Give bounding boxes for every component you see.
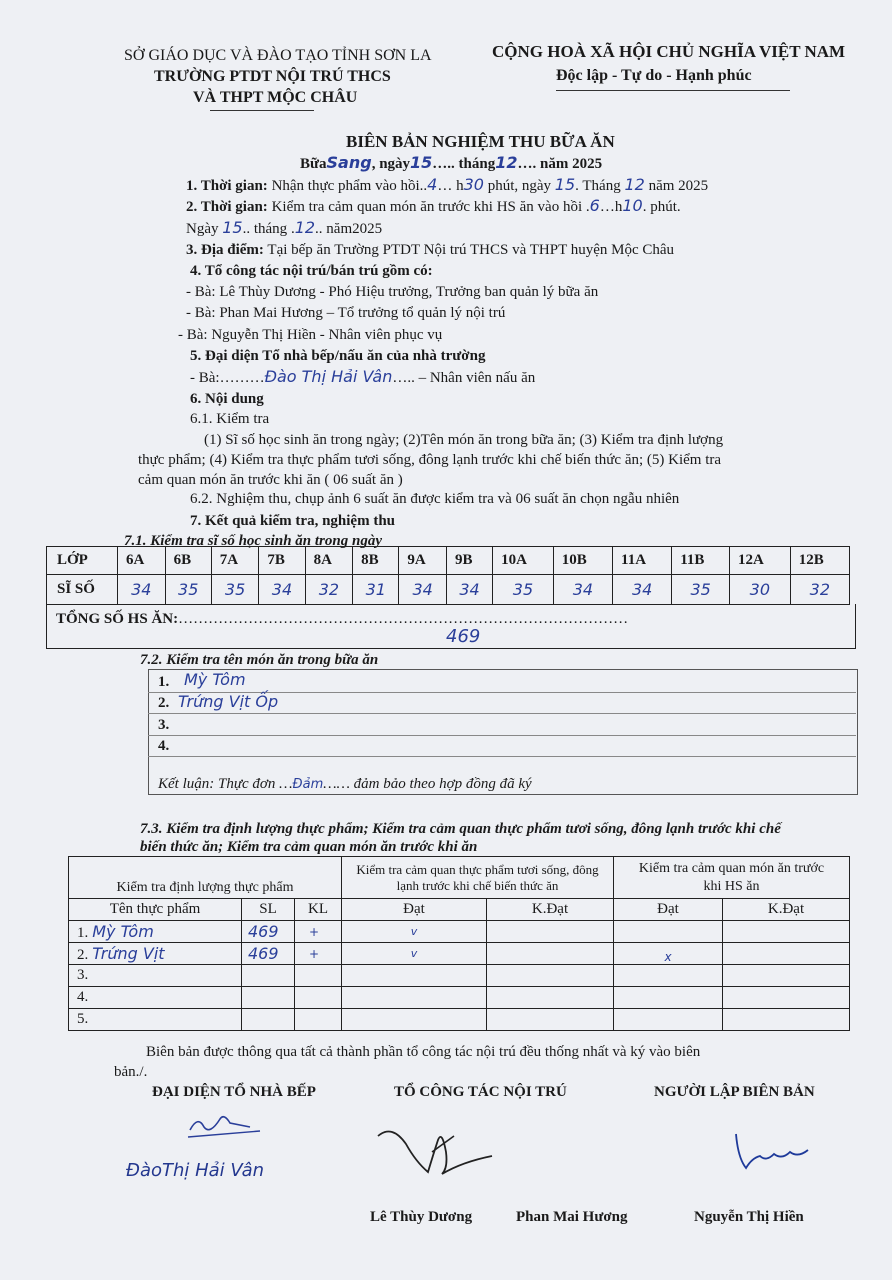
class-cell: 7B <box>259 547 305 575</box>
member-1: - Bà: Lê Thùy Dương - Phó Hiệu trưởng, Trưởng ban quản lý bữa ăn <box>186 284 599 300</box>
empty-cell <box>614 921 723 943</box>
header-underline-left <box>210 110 314 111</box>
national-motto: Độc lập - Tự do - Hạnh phúc <box>556 67 752 84</box>
signer-name-c: Nguyễn Thị Hiền <box>694 1209 804 1225</box>
section-6-1-p2: thực phẩm; (4) Kiểm tra thực phẩm tươi sống, đông lạnh trước khi chế biến thức ăn; (5) Kiểm tra <box>138 452 722 468</box>
empty-cell <box>487 943 614 965</box>
signer-title-author: NGƯỜI LẬP BIÊN BẢN <box>654 1084 815 1100</box>
school-name-line2: VÀ THPT MỘC CHÂU <box>193 89 358 106</box>
food-cell: 2. Trứng Vịt <box>69 943 242 965</box>
class-count-table <box>46 546 850 605</box>
empty-cell <box>242 965 295 987</box>
count-cell: 35 <box>165 575 211 605</box>
empty-cell <box>487 965 614 987</box>
closing-note-cont: bản./. <box>114 1064 148 1080</box>
header-fail-dish: K.Đạt <box>723 899 850 921</box>
signature-kitchen <box>180 1105 270 1145</box>
signer-name-a: Lê Thùy Dương <box>370 1209 473 1225</box>
empty-cell <box>342 965 487 987</box>
signer-name-b: Phan Mai Hương <box>516 1209 628 1225</box>
inspection-row <box>69 1009 850 1031</box>
count-cell: 35 <box>672 575 730 605</box>
count-cell: 34 <box>613 575 672 605</box>
empty-cell <box>723 921 850 943</box>
count-cell: 32 <box>305 575 353 605</box>
sl-cell: 469 <box>242 943 295 965</box>
empty-cell <box>342 1009 487 1031</box>
empty-cell <box>723 987 850 1009</box>
class-cell: 12B <box>790 547 849 575</box>
national-title: CỘNG HOÀ XÃ HỘI CHỦ NGHĨA VIỆT NAM <box>492 42 846 61</box>
section-6-1-p1: (1) Sĩ số học sinh ăn trong ngày; (2)Tên món ăn trong bữa ăn; (3) Kiểm tra định lượng <box>204 432 724 448</box>
count-cell: 35 <box>493 575 554 605</box>
empty-cell <box>295 1009 342 1031</box>
inspection-row <box>69 921 850 943</box>
count-cell: 34 <box>553 575 612 605</box>
school-name-line1: TRƯỜNG PTDT NỘI TRÚ THCS <box>154 68 391 85</box>
header-dish-group: Kiểm tra cảm quan món ăn trước khi HS ăn <box>614 857 850 899</box>
inspection-row <box>69 943 850 965</box>
class-cell: 10B <box>553 547 612 575</box>
empty-cell <box>614 987 723 1009</box>
empty-cell <box>723 965 850 987</box>
kl-cell: + <box>295 921 342 943</box>
member-2: - Bà: Phan Mai Hương – Tổ trưởng tổ quản lý nội trú <box>186 305 506 321</box>
closing-note: Biên bản được thông qua tất cả thành phần tổ công tác nội trú đều thống nhất và ký vào biên <box>146 1044 701 1060</box>
count-cell: 34 <box>259 575 305 605</box>
section-6-1-p3: cảm quan món ăn trước khi ăn ( 06 suất ăn ) <box>138 472 403 488</box>
check-mark: v <box>342 943 487 965</box>
empty-cell <box>295 965 342 987</box>
class-cell: 9A <box>399 547 447 575</box>
count-cell: 34 <box>399 575 447 605</box>
dish-number: 3. <box>158 717 170 733</box>
header-pass-fresh: Đạt <box>342 899 487 921</box>
class-cell: 8B <box>353 547 399 575</box>
empty-cell <box>487 1009 614 1031</box>
menu-conclusion: Kết luận: Thực đơn …Đảm…… đảm bảo theo hợp đồng đã ký <box>158 776 532 792</box>
empty-cell <box>723 943 850 965</box>
dish-name: Trứng Vịt Ốp <box>178 692 279 711</box>
member-3: - Bà: Nguyễn Thị Hiền - Nhân viên phục vụ <box>178 327 443 343</box>
inspection-table <box>68 856 850 1031</box>
class-cell: 12A <box>730 547 791 575</box>
header-sl: SL <box>242 899 295 921</box>
inspection-subheader-row <box>69 899 850 921</box>
section-4-label: 4. Tổ công tác nội trú/bán trú gồm có: <box>190 263 433 279</box>
section-2: 2. Thời gian: Kiểm tra cảm quan món ăn trước khi HS ăn vào hồi .6…h10. phút. <box>186 196 681 215</box>
count-cell: 35 <box>211 575 259 605</box>
empty-cell <box>242 987 295 1009</box>
total-label: TỔNG SỐ HS ĂN:……………………………………………………………………………… <box>56 611 629 627</box>
food-cell: 3. <box>69 965 242 987</box>
class-cell: 8A <box>305 547 353 575</box>
count-cell: 31 <box>353 575 399 605</box>
dish-divider <box>148 756 856 757</box>
empty-cell <box>342 987 487 1009</box>
section-3: 3. Địa điểm: Tại bếp ăn Trường PTDT Nội trú THCS và THPT huyện Mộc Châu <box>186 242 675 258</box>
section-7-label: 7. Kết quả kiểm tra, nghiệm thu <box>190 513 396 529</box>
signer-title-team: TỔ CÔNG TÁC NỘI TRÚ <box>394 1084 567 1100</box>
empty-cell <box>614 1009 723 1031</box>
class-cell: 6A <box>118 547 166 575</box>
class-cell: 6B <box>165 547 211 575</box>
header-kl: KL <box>295 899 342 921</box>
inspection-header-row <box>69 857 850 899</box>
count-cell: 32 <box>790 575 849 605</box>
food-cell: 4. <box>69 987 242 1009</box>
class-cell: 7A <box>211 547 259 575</box>
kl-cell: + <box>295 943 342 965</box>
section-5-label: 5. Đại diện Tổ nhà bếp/nấu ăn của nhà trường <box>190 348 486 364</box>
section-7-3-label: 7.3. Kiểm tra định lượng thực phẩm; Kiểm tra cảm quan thực phẩm tươi sống, đông lạnh trước khi chế <box>140 821 781 837</box>
signature-author <box>728 1128 828 1176</box>
dish-number: 4. <box>158 738 170 754</box>
sl-cell: 469 <box>242 921 295 943</box>
class-cell: 11B <box>672 547 730 575</box>
dish-name: Mỳ Tôm <box>184 670 246 689</box>
dish-number: 2. <box>158 695 170 711</box>
signer-title-kitchen: ĐẠI DIỆN TỔ NHÀ BẾP <box>152 1084 316 1100</box>
section-2-date: Ngày 15.. tháng .12.. năm2025 <box>186 218 383 237</box>
class-cell: 11A <box>613 547 672 575</box>
section-6-2: 6.2. Nghiệm thu, chụp ảnh 6 suất ăn được kiểm tra và 06 suất ăn chọn ngẫu nhiên <box>190 491 680 507</box>
dept-name: SỞ GIÁO DỤC VÀ ĐÀO TẠO TỈNH SƠN LA <box>124 47 432 64</box>
dish-number: 1. <box>158 674 170 690</box>
header-fail-fresh: K.Đạt <box>487 899 614 921</box>
empty-cell <box>723 1009 850 1031</box>
count-row <box>47 575 850 605</box>
empty-cell <box>487 921 614 943</box>
header-pass-dish: Đạt <box>614 899 723 921</box>
section-7-2-label: 7.2. Kiểm tra tên món ăn trong bữa ăn <box>140 652 379 668</box>
check-mark: v <box>342 921 487 943</box>
empty-cell <box>614 965 723 987</box>
total-value: 469 <box>446 626 481 647</box>
kitchen-handwritten-name: ĐàoThị Hải Vân <box>126 1160 265 1181</box>
page-title: BIÊN BẢN NGHIỆM THU BỮA ĂN <box>346 132 615 151</box>
dish-divider <box>148 735 856 736</box>
class-row <box>47 547 850 575</box>
count-cell: 34 <box>118 575 166 605</box>
class-row-header: LỚP <box>47 547 118 575</box>
section-1: 1. Thời gian: Nhận thực phẩm vào hồi..4… h30 phút, ngày 15. Tháng 12 năm 2025 <box>186 175 709 194</box>
signature-team <box>372 1122 502 1182</box>
food-cell: 5. <box>69 1009 242 1031</box>
header-food-name: Tên thực phẩm <box>69 899 242 921</box>
count-cell: 34 <box>446 575 492 605</box>
inspection-row <box>69 965 850 987</box>
section-7-3-label-cont: biến thức ăn; Kiểm tra cảm quan món ăn trước khi ăn <box>140 839 478 855</box>
empty-cell <box>242 1009 295 1031</box>
header-underline-right <box>556 90 790 91</box>
class-cell: 9B <box>446 547 492 575</box>
inspection-row <box>69 987 850 1009</box>
section-7-1-label: 7.1. Kiểm tra sĩ số học sinh ăn trong ngày <box>124 533 382 549</box>
empty-cell <box>487 987 614 1009</box>
empty-cell <box>295 987 342 1009</box>
meal-line: BữaSang, ngày15….. tháng12…. năm 2025 <box>300 153 603 172</box>
count-row-header: SĨ SỐ <box>47 575 118 605</box>
x-mark: x <box>614 943 723 965</box>
count-cell: 30 <box>730 575 791 605</box>
header-quantity-group: Kiểm tra định lượng thực phẩm <box>69 857 342 899</box>
cook-line: - Bà:………Đào Thị Hải Vân….. – Nhân viên nấu ăn <box>190 367 536 386</box>
dish-divider <box>148 713 856 714</box>
class-cell: 10A <box>493 547 554 575</box>
food-cell: 1. Mỳ Tôm <box>69 921 242 943</box>
section-6-1: 6.1. Kiểm tra <box>190 411 270 427</box>
section-6-label: 6. Nội dung <box>190 391 264 407</box>
header-fresh-group: Kiểm tra cảm quan thực phẩm tươi sống, đông lạnh trước khi chế biến thức ăn <box>342 857 614 899</box>
